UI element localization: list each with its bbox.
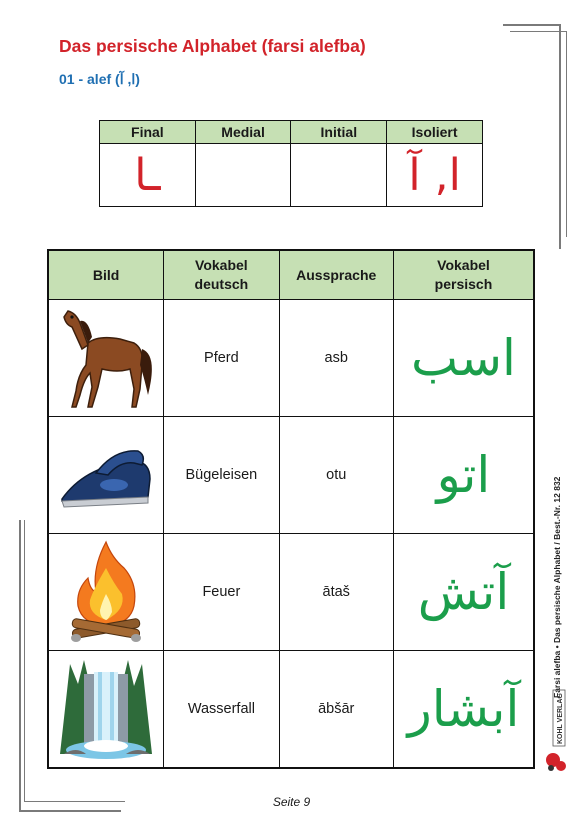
persian-word: آتش: [393, 534, 534, 651]
header-pronunciation: Aussprache: [279, 250, 393, 300]
page-title: Das persische Alphabet (farsi alefba): [59, 36, 366, 56]
corner-frame-top-right-inner: [510, 31, 567, 237]
medial-form: [195, 144, 291, 207]
pronunciation: ātaš: [279, 534, 393, 651]
initial-form: [291, 144, 387, 207]
vocabulary-row: [48, 534, 534, 651]
german-word: Feuer: [164, 534, 279, 651]
letter-forms-table: [99, 120, 483, 207]
german-word: Pferd: [164, 300, 279, 417]
page-number: Seite 9: [272, 795, 311, 809]
persian-word: اتو: [393, 417, 534, 534]
header-picture: Bild: [48, 250, 164, 300]
pronunciation: otu: [279, 417, 393, 534]
publisher-logo: [543, 688, 573, 776]
svg-text:KOHL VERLAG: KOHL VERLAG: [557, 693, 564, 744]
persian-word: آبشار: [393, 651, 534, 769]
vocabulary-row: [48, 651, 534, 769]
waterfall-icon: [56, 654, 156, 764]
header-persian: [393, 250, 534, 300]
fire-icon: [68, 538, 144, 646]
german-word: Wasserfall: [164, 651, 279, 769]
picture-cell: [48, 534, 164, 651]
iron-icon: [56, 435, 156, 515]
picture-cell: [48, 300, 164, 417]
sidebar-caption: Farsi alefba • Das persische Alphabet / Best.-Nr. 12 832: [552, 476, 562, 698]
vocabulary-row: [48, 300, 534, 417]
vocabulary-header-row: [48, 250, 534, 300]
letter-forms-value-row: [100, 144, 483, 207]
vocabulary-row: [48, 417, 534, 534]
vocabulary-table: [47, 249, 535, 769]
header-final: Final: [100, 121, 196, 144]
picture-cell: [48, 417, 164, 534]
header-german-label: Vokabel deutsch: [194, 257, 249, 292]
letter-forms-header-row: [100, 121, 483, 144]
pronunciation: asb: [279, 300, 393, 417]
persian-word: اسب: [393, 300, 534, 417]
header-persian-label: Vokabel persisch: [434, 257, 493, 292]
picture-cell: [48, 651, 164, 769]
header-initial: Initial: [291, 121, 387, 144]
horse-icon: [58, 303, 154, 413]
final-form: ـا: [100, 144, 196, 207]
letter-subtitle: 01 - alef (ا, آ): [59, 71, 140, 87]
german-word: Bügeleisen: [164, 417, 279, 534]
header-isolated: Isoliert: [387, 121, 483, 144]
header-medial: Medial: [195, 121, 291, 144]
pronunciation: ābšār: [279, 651, 393, 769]
isolated-form: ا, آ: [387, 144, 483, 207]
header-german: [164, 250, 279, 300]
